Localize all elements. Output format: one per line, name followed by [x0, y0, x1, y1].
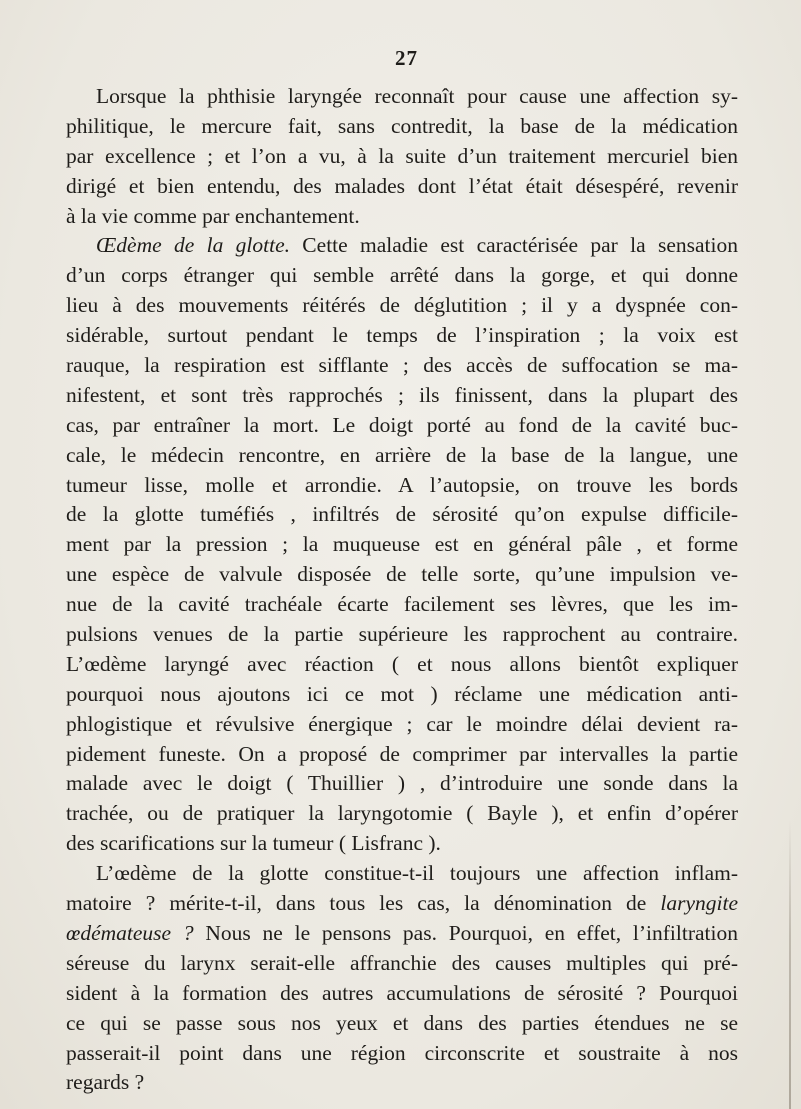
text-segment: des scarifications sur la tumeur ( Lisfranc ).: [66, 831, 441, 856]
text-line: [66, 979, 738, 1009]
text-line: [66, 680, 738, 710]
text-line: [66, 142, 738, 172]
text-segment: de la glotte tuméfiés , infiltrés de sérosité qu’on expulse difficile-: [66, 502, 738, 527]
text-line: [66, 471, 738, 501]
text-line: [66, 1009, 738, 1039]
text-segment: ment par la pression ; la muqueuse est en général pâle , et forme: [66, 532, 738, 557]
text-segment: sident à la formation des autres accumulations de sérosité ? Pourquoi: [66, 980, 738, 1005]
text-segment: par excellence ; et l’on a vu, à la suite d’un traitement mercuriel bien: [66, 143, 738, 168]
text-line: [66, 799, 738, 829]
text-segment: Nous ne le pensons pas. Pourquoi, en effet, l’infiltration: [193, 920, 738, 945]
text-segment: ce qui se passe sous nos yeux et dans des parties étendues ne se: [66, 1010, 738, 1035]
page-edge-shadow: [789, 820, 791, 1109]
text-line: [66, 740, 738, 770]
text-segment: philitique, le mercure fait, sans contredit, la base de la médication: [66, 113, 738, 138]
italic-text: œdémateuse ?: [66, 920, 194, 945]
text-line: [66, 202, 738, 232]
italic-text: Œdème de la glotte.: [96, 233, 290, 258]
text-line: [66, 650, 738, 680]
text-segment: sidérable, surtout pendant le temps de l’inspiration ; la voix est: [66, 323, 738, 348]
text-segment: séreuse du larynx serait-elle affranchie des causes multiples qui pré-: [66, 950, 738, 975]
text-line: [66, 949, 738, 979]
text-line: [66, 172, 738, 202]
text-line: [66, 829, 738, 859]
text-line: [66, 441, 738, 471]
text-segment: pulsions venues de la partie supérieure les rapprochent au contraire.: [66, 622, 738, 647]
text-line: [66, 261, 738, 291]
text-segment: cas, par entraîner la mort. Le doigt porté au fond de la cavité buc-: [66, 412, 738, 437]
text-segment: rauque, la respiration est sifflante ; des accès de suffocation se ma-: [66, 353, 738, 378]
text-segment: pidement funeste. On a proposé de comprimer par intervalles la partie: [66, 741, 738, 766]
text-segment: malade avec le doigt ( Thuillier ) , d’introduire une sonde dans la: [66, 771, 738, 796]
text-line: [66, 82, 738, 112]
text-segment: pourquoi nous ajoutons ici ce mot ) réclame une médication anti-: [66, 681, 738, 706]
text-line: [66, 889, 738, 919]
text-segment: Lorsque la phthisie laryngée reconnaît pour cause une affection sy-: [96, 84, 738, 108]
text-line: [66, 859, 738, 889]
text-segment: dirigé et bien entendu, des malades dont l’état était désespéré, revenir: [66, 173, 738, 198]
text-line: [66, 769, 738, 799]
text-line: [66, 411, 738, 441]
text-segment: L’œdème de la glotte constitue-t-il toujours une affection inflam-: [96, 861, 738, 886]
text-segment: une espèce de valvule disposée de telle sorte, qu’une impulsion ve-: [66, 562, 738, 587]
text-segment: regards ?: [66, 1070, 145, 1095]
italic-text: laryngite: [660, 891, 738, 916]
text-segment: matoire ? mérite-t-il, dans tous les cas, la dénomination de: [66, 891, 661, 916]
text-segment: phlogistique et révulsive énergique ; car le moindre délai devient ra-: [66, 711, 738, 736]
text-segment: nifestent, et sont très rapprochés ; ils finissent, dans la plupart des: [66, 382, 738, 407]
text-line: [66, 351, 738, 381]
text-line: [66, 231, 738, 261]
text-segment: L’œdème laryngé avec réaction ( et nous allons bientôt expliquer: [66, 651, 738, 676]
text-line: [66, 919, 738, 949]
text-segment: cale, le médecin rencontre, en arrière de la base de la langue, une: [66, 442, 738, 467]
text-segment: passerait-il point dans une région circonscrite et soustraite à nos: [66, 1040, 738, 1065]
text-line: [66, 590, 738, 620]
text-line: [66, 530, 738, 560]
text-segment: à la vie comme par enchantement.: [66, 203, 360, 228]
text-line: [66, 500, 738, 530]
text-line: [66, 1039, 738, 1069]
text-segment: lieu à des mouvements réitérés de déglutition ; il y a dyspnée con-: [66, 293, 738, 318]
text-line: [66, 321, 738, 351]
text-line: [66, 112, 738, 142]
text-segment: trachée, ou de pratiquer la laryngotomie ( Bayle ), et enfin d’opérer: [66, 801, 738, 826]
text-line: [66, 1068, 738, 1098]
text-line: [66, 710, 738, 740]
text-segment: tumeur lisse, molle et arrondie. A l’autopsie, on trouve les bords: [66, 472, 738, 497]
body-text: [66, 82, 738, 1098]
page-number: 27: [395, 46, 418, 70]
text-line: [66, 560, 738, 590]
text-segment: Cette maladie est caractérisée par la sensation: [289, 233, 738, 258]
text-line: [66, 381, 738, 411]
text-segment: nue de la cavité trachéale écarte facilement ses lèvres, que les im-: [66, 592, 738, 617]
text-line: [66, 291, 738, 321]
text-segment: d’un corps étranger qui semble arrêté dans la gorge, et qui donne: [66, 263, 738, 288]
text-line: [66, 620, 738, 650]
